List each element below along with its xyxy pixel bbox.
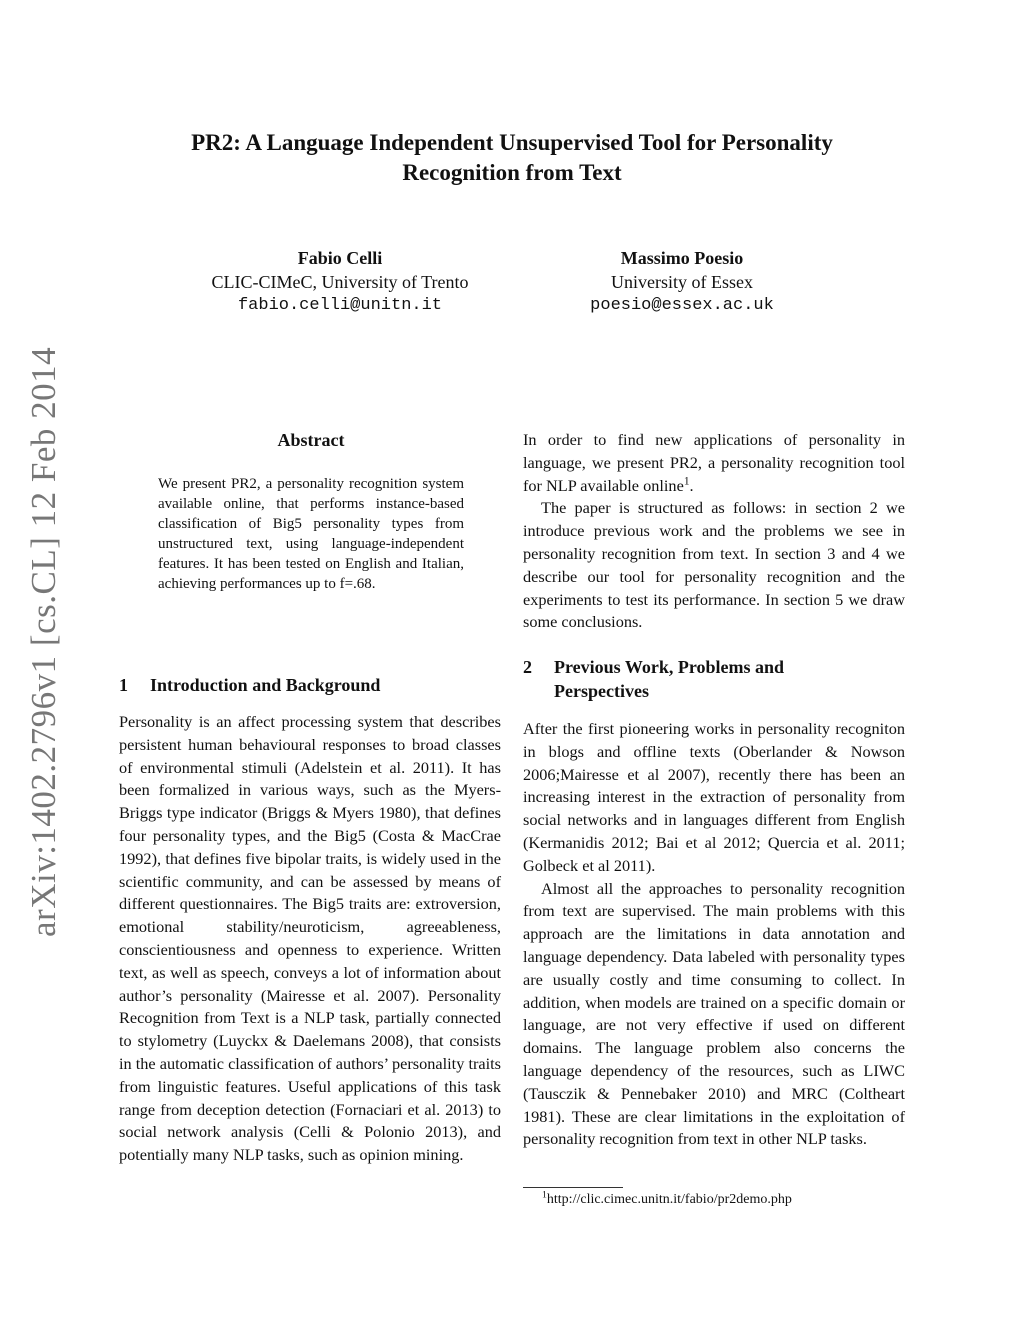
section-title (554, 655, 784, 703)
intro-paragraph-1-end: . (689, 475, 694, 495)
author-affiliation: CLIC-CIMeC, University of Trento (211, 272, 469, 292)
section-number: 1 (119, 675, 128, 695)
abstract-text: We present PR2, a personality recognition system available online, that performs instance-based classification of Big5 personality types from unstructured text, using language-independent features. It has been tested on English and Italian, achieving performances up to f=.68. (158, 476, 464, 592)
section-title: Introduction and Background (150, 675, 381, 695)
abstract-heading: Abstract (277, 430, 345, 450)
author-affiliation: University of Essex (611, 272, 753, 292)
title-line-2: Recognition from Text (402, 160, 622, 185)
section-2-heading (523, 655, 905, 703)
footnote (542, 1190, 792, 1210)
footnote-number: 1 (542, 1189, 547, 1201)
section-title-line-1: Previous Work, Problems and (554, 657, 785, 677)
section-number: 2 (523, 657, 532, 677)
author-block-2 (502, 246, 862, 318)
author-block-1 (160, 246, 520, 318)
section-2-paragraph-1: After the first pioneering works in personality recogniton in blogs and offline texts (Oberlander & Nowson 2006;Mairesse et al 2007), recently there has been an increasing interest in the extraction of personality from social networks and in languages different from English (Kermanidis 2012; Bai et al 2012; Quercia et al. 2011; Golbeck et al 2011). (523, 719, 905, 875)
left-column-body (119, 711, 501, 1167)
paper-title (140, 128, 884, 188)
section-title-line-2: Perspectives (554, 681, 649, 701)
author-email: fabio.celli@unitn.it (237, 296, 443, 315)
section-2-paragraph-2: Almost all the approaches to personality recognition from text are supervised. The main problems with this approach are the limitations in data annotation and language dependency. Data labeled with personality types are usually costly and time consuming to collect. In addition, when models are trained on a specific domain or language, are not very effective if used on different domains. The language problem also concerns the language dependency of the resources, such as LIWC (Tausczik & Pennebaker 2010) and MRC (Coltheart 1981). These are clear limitations in the exploitation of personality recognition from text in other NLP tasks. (523, 878, 905, 1149)
footnote-url: http://clic.cimec.unitn.it/fabio/pr2demo.php (546, 1192, 792, 1207)
intro-paragraph-2: The paper is structured as follows: in section 2 we introduce previous work and the problems we see in personality recognition from text. In section 3 and 4 we describe our tool for personality recognition and the experiments to test its performance. In section 5 we draw some conclusions. (523, 498, 905, 632)
right-column-section-2-body (523, 718, 905, 1151)
arxiv-identifier: arXiv:1402.2796v1 [cs.CL] 12 Feb 2014 (24, 346, 63, 937)
author-email: poesio@essex.ac.uk (590, 296, 774, 315)
intro-paragraph-1 (523, 429, 905, 497)
section-1-heading (119, 673, 501, 697)
title-line-1: PR2: A Language Independent Unsupervised Tool for Personality (191, 130, 833, 155)
footnote-divider (523, 1187, 623, 1188)
section-1-paragraph: Personality is an affect processing system that describes persistent human behavioural responses to broad classes of environmental stimuli (Adelstein et al. 2011). It has been formalized in various ways, such as the Myers-Briggs type indicator (Briggs & Myers 1980), that defines four personality types, and the Big5 (Costa & MacCrae 1992), that defines five bipolar traits, is widely used in the scientific community, and can be assessed by means of different questionnaires. The Big5 traits are: extroversion, emotional stability/neuroticism, agreeableness, conscientiousness and openness to experience. Written text, as well as speech, conveys a lot of information about author’s personality (Mairesse et al. 2007). Personality Recognition from Text is a NLP task, partially connected to stylometry (Luyckx & Daelemans 2008), that consists in the automatic classification of authors’ personality traits from linguistic features. Useful applications of this task range from deception detection (Fornaciari et al. 2013) to social network analysis (Celli & Polonio 2013), and potentially many NLP tasks, such as opinion mining. (119, 712, 501, 1165)
footnote-marker: 1 (683, 475, 690, 488)
intro-paragraph-1-text: In order to find new applications of personality in language, we present PR2, a personality recognition tool for NLP available online (523, 430, 905, 495)
author-name: Massimo Poesio (620, 248, 744, 268)
right-column-intro (523, 429, 905, 634)
author-name: Fabio Celli (297, 248, 383, 268)
